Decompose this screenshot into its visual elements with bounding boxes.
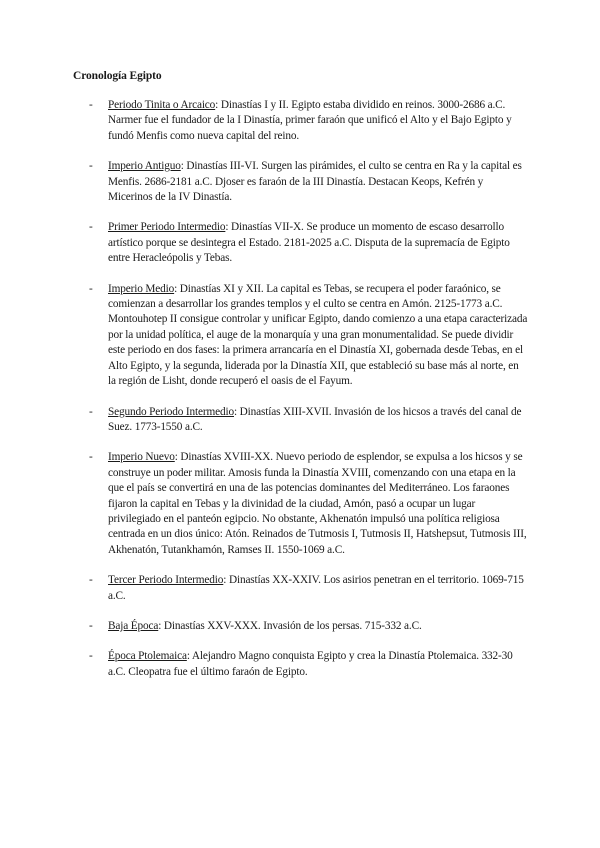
period-description: : Alejandro Magno conquista Egipto y crea la Dinastía Ptolemaica. 332-30 a.C. Cleopatra fue el último faraón de Egipto.	[108, 650, 513, 678]
bullet-dash: -	[89, 650, 93, 663]
period-description: : Dinastías XVIII-XX. Nuevo periodo de esplendor, se expulsa a los hicsos y se construye un poder militar. Amosis funda la Dinastía XVIII, comenzando con una etapa en la que el país se convertirá en una de las potencias dominantes del Mediterráneo. Los faraones fijaron la capital en Tebas y la divinidad de la ciudad, Amón, pasó a ocupar un lugar privilegiado en el panteón egipcio. No obstante, Akhenatón impulsó una política religiosa centrada en un dios único: Atón. Reinados de Tutmosis I, Tutmosis II, Hatshepsut, Tutmosis III, Akhenatón, Tutankhamón, Ramses II. 1550-1069 a.C.	[108, 451, 527, 556]
bullet-dash: -	[89, 282, 93, 295]
bullet-dash: -	[89, 160, 93, 173]
list-item	[89, 573, 529, 604]
list-item	[89, 450, 529, 558]
period-name: Primer Periodo Intermedio	[108, 221, 226, 234]
period-name: Imperio Nuevo	[108, 451, 175, 464]
period-description: : Dinastías XI y XII. La capital es Tebas, se recupera el poder faraónico, se comienzan a desarrollar los grandes templos y el culto se centra en Amón. 2125-1773 a.C. Montouhotep II consigue controlar y unificar Egipto, dando comienzo a una etapa caracterizada por la unidad política, el auge de la monarquía y una gran monumentalidad. Se puede dividir este periodo en dos fases: la primera arrancaría en el Dinastía XI, gobernada desde Tebas, en el Alto Egipto, y la segunda, liderada por la Dinastía XII, que estableció su base más al norte, en la región de Lisht, donde recuperó el oasis de el Fayum.	[108, 282, 528, 388]
bullet-dash: -	[89, 221, 93, 234]
list-item	[89, 405, 529, 436]
bullet-dash: -	[89, 574, 93, 587]
period-name: Baja Época	[108, 619, 159, 632]
list-item	[89, 619, 529, 634]
period-description: : Dinastías III-VI. Surgen las pirámides, el culto se centra en Ra y la capital es Menfis. 2686-2181 a.C. Djoser es faraón de la III Dinastía. Destacan Keops, Kefrén y Micerinos de la IV Dinastía.	[108, 160, 522, 204]
period-name: Tercer Periodo Intermedio	[108, 574, 224, 587]
bullet-dash: -	[89, 99, 93, 111]
list-item	[89, 282, 529, 390]
period-name: Época Ptolemaica	[108, 650, 187, 663]
period-description: : Dinastías VII-X. Se produce un momento de escaso desarrollo artístico porque se desintegra el Estado. 2181-2025 a.C. Disputa de la supremacía de Egipto entre Heracleópolis y Tebas.	[108, 221, 510, 265]
period-name: Imperio Medio	[108, 282, 175, 295]
period-name: Segundo Periodo Intermedio	[108, 405, 234, 418]
period-name: Imperio Antiguo	[108, 160, 181, 173]
document-title: Cronología Egipto	[73, 70, 162, 82]
bullet-dash: -	[89, 451, 93, 464]
list-item	[89, 649, 529, 680]
period-description: : Dinastías XIII-XVII. Invasión de los hicsos a través del canal de Suez. 1773-1550 a.C.	[108, 405, 522, 433]
bullet-dash: -	[89, 619, 93, 632]
period-description: : Dinastías XXV-XXX. Invasión de los persas. 715-332 a.C.	[158, 619, 422, 632]
list-item	[89, 159, 529, 205]
period-description: : Dinastías XX-XXIV. Los asirios penetran en el territorio. 1069-715 a.C.	[108, 574, 524, 602]
chronology-list	[89, 98, 529, 695]
period-name: Periodo Tinita o Arcaico	[108, 99, 216, 111]
bullet-dash: -	[89, 405, 93, 418]
period-description: : Dinastías I y II. Egipto estaba dividido en reinos. 3000-2686 a.C. Narmer fue el fundador de la I Dinastía, primer faraón que unificó el Alto y el Bajo Egipto y fundó Menfis como nueva capital del reino.	[108, 99, 512, 142]
list-item	[89, 98, 529, 144]
list-item	[89, 220, 529, 266]
